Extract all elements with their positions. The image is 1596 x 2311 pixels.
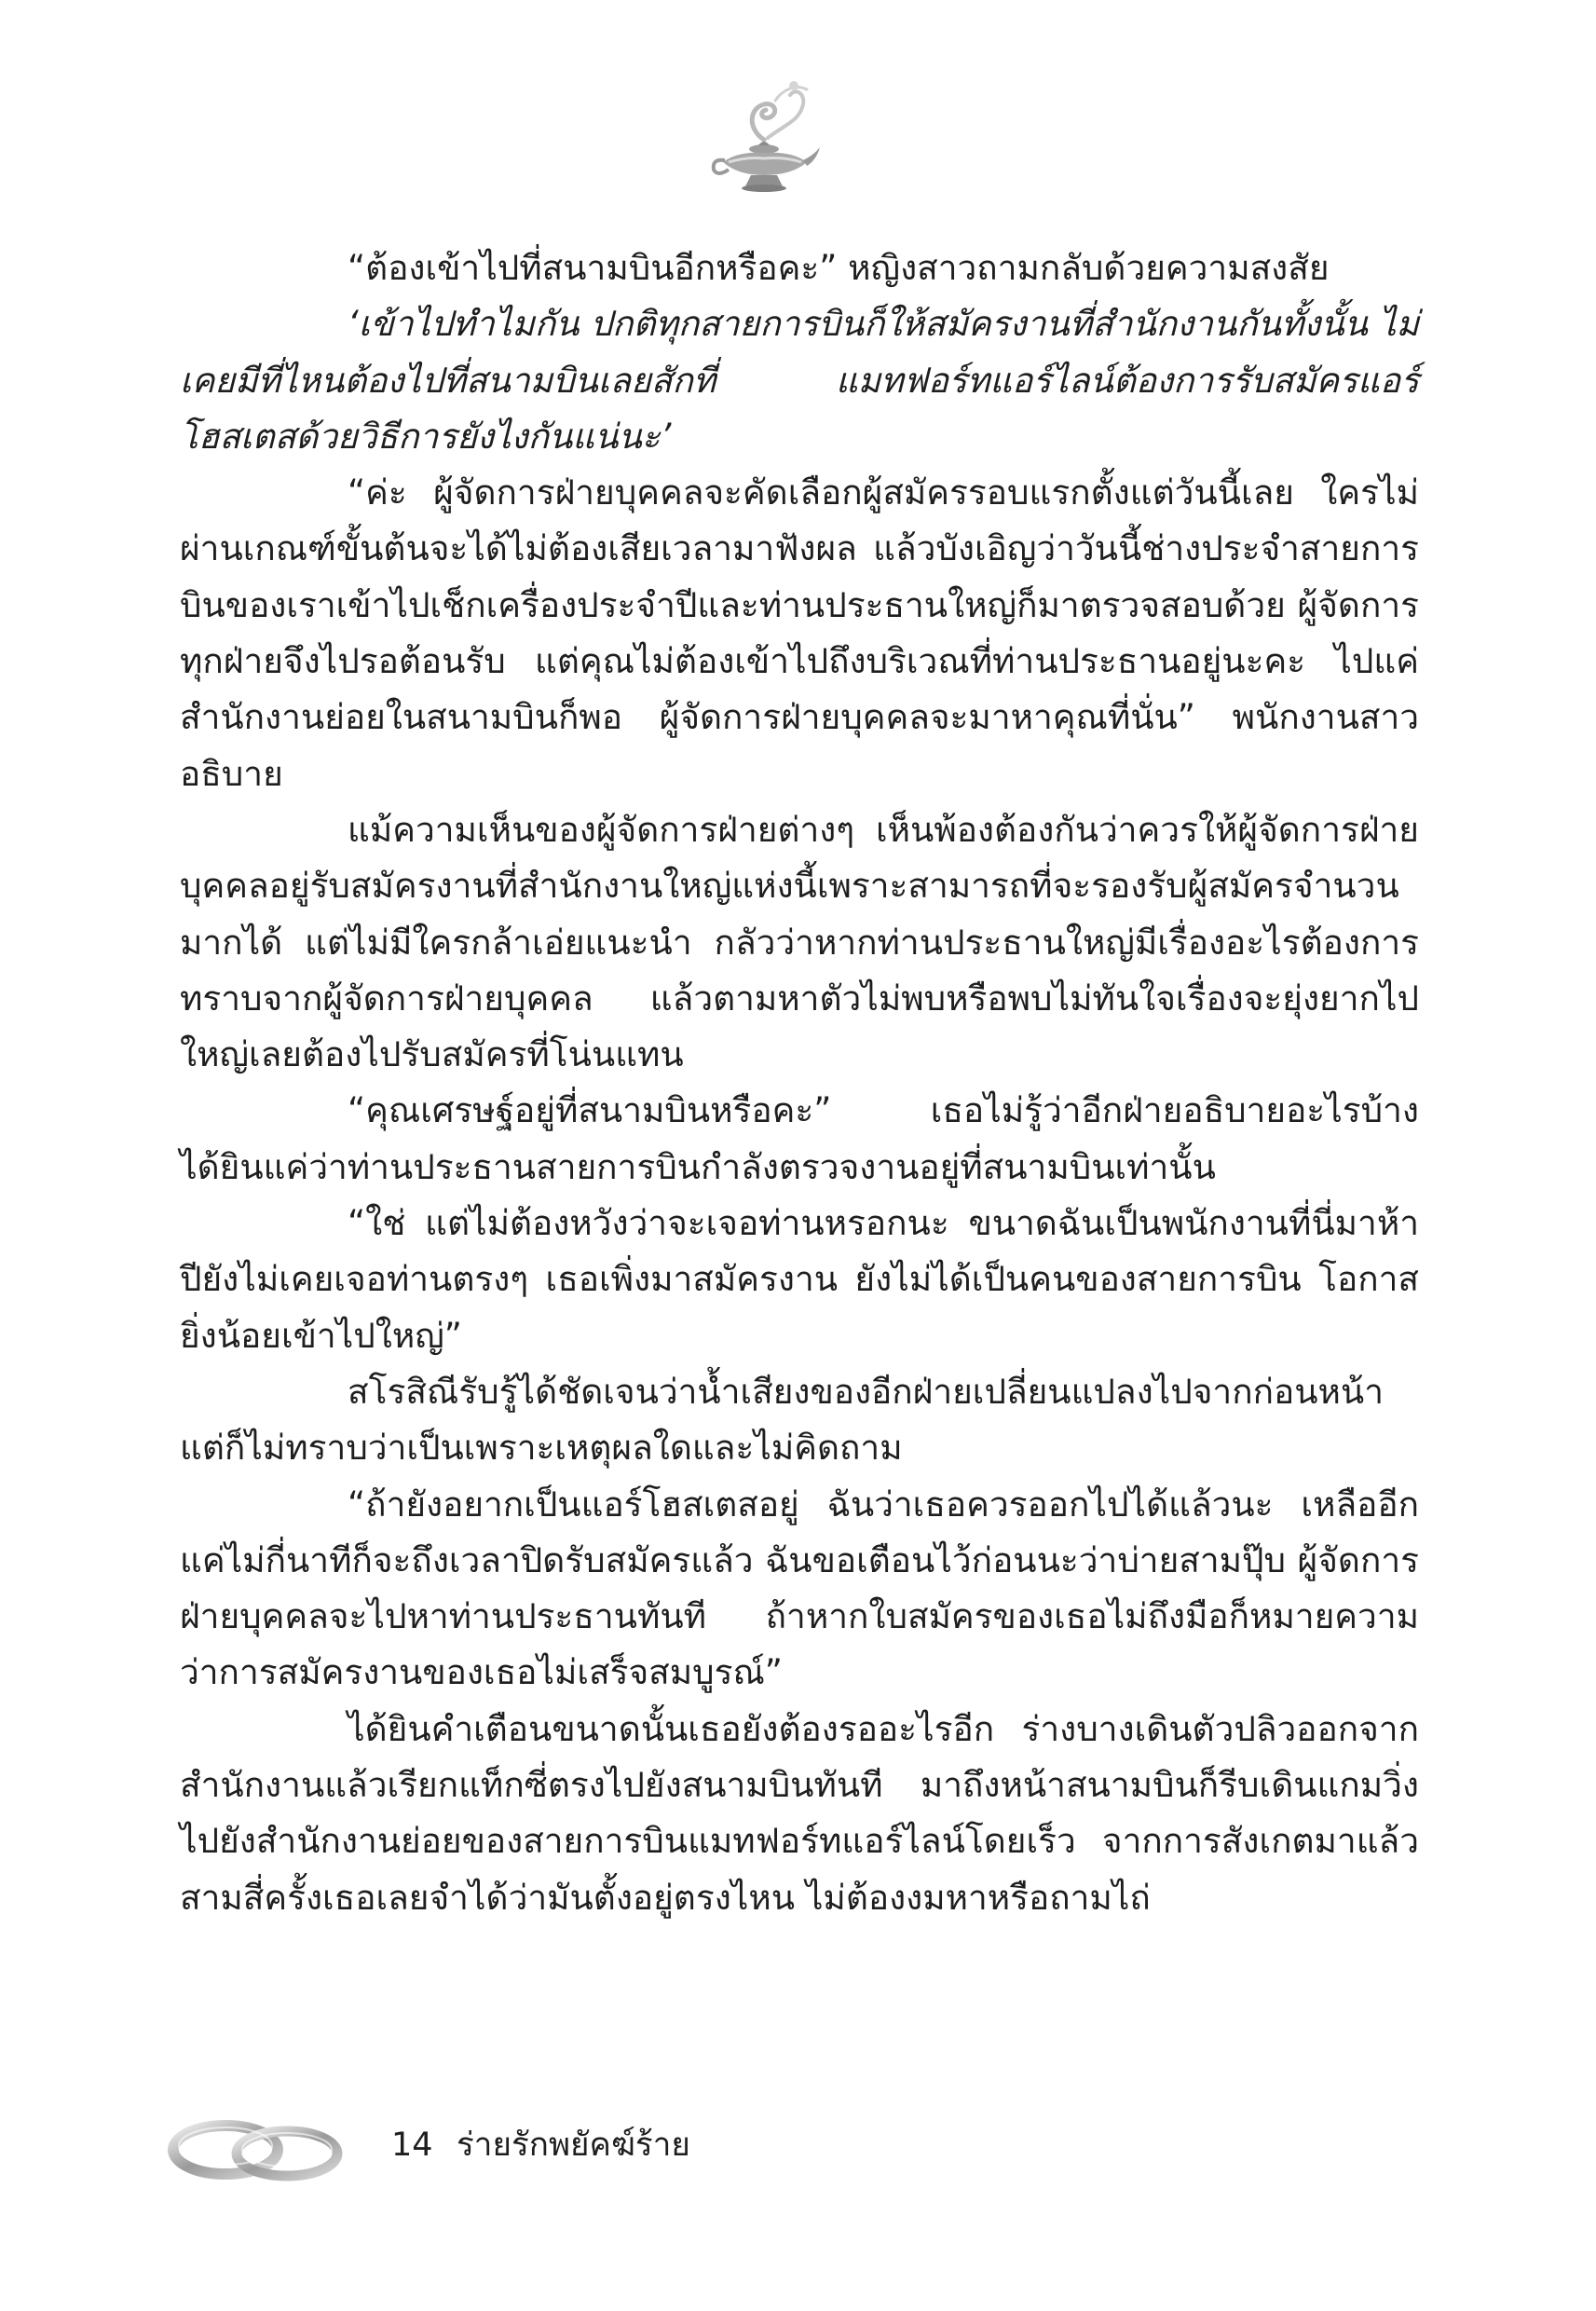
paragraph: “ใช่ แต่ไม่ต้องหวังว่าจะเจอท่านหรอกนะ ขนาดฉันเป็นพนักงานที่นี่มาห้าปียังไม่เคยเจอท่านตรงๆ เธอเพิ่งมาสมัครงาน ยังไม่ได้เป็นคนของสายการบิน โอกาสยิ่งน้อยเข้าไปใหญ่” — [180, 1203, 1419, 1356]
paragraph: “คุณเศรษฐ์อยู่ที่สนามบินหรือคะ” เธอไม่รู้ว่าอีกฝ่ายอธิบายอะไรบ้าง ได้ยินแค่ว่าท่านประธานสายการบินกำลังตรวจงานอยู่ที่สนามบินเท่านั้น — [180, 1090, 1419, 1187]
body-text — [180, 240, 1419, 1926]
paragraph: “ค่ะ ผู้จัดการฝ่ายบุคคลจะคัดเลือกผู้สมัครรอบแรกตั้งแต่วันนี้เลย ใครไม่ผ่านเกณฑ์ขั้นต้นจะได้ไม่ต้องเสียเวลามาฟังผล แล้วบังเอิญว่าวันนี้ช่างประจำสายการบินของเราเข้าไปเช็กเครื่องประจำปีและท่านประธานใหญ่ก็มาตรวจสอบด้วย ผู้จัดการทุกฝ่ายจึงไปรอต้อนรับ แต่คุณไม่ต้องเข้าไปถึงบริเวณที่ท่านประธานอยู่นะคะ ไปแค่สำนักงานย่อยในสนามบินก็พอ ผู้จัดการฝ่ายบุคคลจะมาหาคุณที่นั่น” พนักงานสาวอธิบาย — [180, 472, 1419, 794]
paragraph: แม้ความเห็นของผู้จัดการฝ่ายต่างๆ เห็นพ้องต้องกันว่าควรให้ผู้จัดการฝ่ายบุคคลอยู่รับสมัครงานที่สำนักงานใหญ่แห่งนี้เพราะสามารถที่จะรองรับผู้สมัครจำนวนมากได้ แต่ไม่มีใครกล้าเอ่ยแนะนำ กลัวว่าหากท่านประธานใหญ่มีเรื่องอะไรต้องการทราบจากผู้จัดการฝ่ายบุคคล แล้วตามหาตัวไม่พบหรือพบไม่ทันใจเรื่องจะยุ่งยากไปใหญ่เลยต้องไปรับสมัครที่โน่นแทน — [180, 809, 1419, 1075]
paragraph: “ต้องเข้าไปที่สนามบินอีกหรือคะ” หญิงสาวถามกลับด้วยความสงสัย — [348, 248, 1330, 288]
paragraph: สโรสิณีรับรู้ได้ชัดเจนว่าน้ำเสียงของอีกฝ่ายเปลี่ยนแปลงไปจากก่อนหน้า แต่ก็ไม่ทราบว่าเป็นเพราะเหตุผลใดและไม่คิดถาม — [180, 1371, 1384, 1469]
wedding-rings-icon — [168, 2101, 345, 2195]
paragraph: “ถ้ายังอยากเป็นแอร์โฮสเตสอยู่ ฉันว่าเธอควรออกไปได้แล้วนะ เหลืออีกแค่ไม่กี่นาทีก็จะถึงเวลาปิดรับสมัครแล้ว ฉันขอเตือนไว้ก่อนนะว่าบ่ายสามปุ๊บ ผู้จัดการฝ่ายบุคคลจะไปหาท่านประธานทันที ถ้าหากใบสมัครของเธอไม่ถึงมือก็หมายความว่าการสมัครงานของเธอไม่เสร็จสมบูรณ์” — [180, 1484, 1419, 1693]
paragraph-thought: ‘เข้าไปทำไมกัน ปกติทุกสายการบินก็ให้สมัครงานที่สำนักงานกันทั้งนั้น ไม่เคยมีที่ไหนต้องไปที่สนามบินเลยสักที่ แมทฟอร์ทแอร์ไลน์ต้องการรับสมัครแอร์โฮสเตสด้วยวิธีการยังไงกันแน่นะ’ — [180, 304, 1419, 457]
genie-lamp-icon — [710, 73, 822, 203]
paragraph: ได้ยินคำเตือนขนาดนั้นเธอยังต้องรออะไรอีก ร่างบางเดินตัวปลิวออกจากสำนักงานแล้วเรียกแท็กซี่ตรงไปยังสนามบินทันที มาถึงหน้าสนามบินก็รีบเดินแกมวิ่งไปยังสำนักงานย่อยของสายการบินแมทฟอร์ทแอร์ไลน์โดยเร็ว จากการสังเกตมาแล้วสามสี่ครั้งเธอเลยจำได้ว่ามันตั้งอยู่ตรงไหน ไม่ต้องงมหาหรือถามไถ่ — [180, 1708, 1419, 1918]
page-number: 14 — [391, 2126, 433, 2164]
book-title: ร่ายรักพยัคฆ์ร้าย — [457, 2126, 690, 2164]
page-footer — [168, 2101, 1006, 2195]
